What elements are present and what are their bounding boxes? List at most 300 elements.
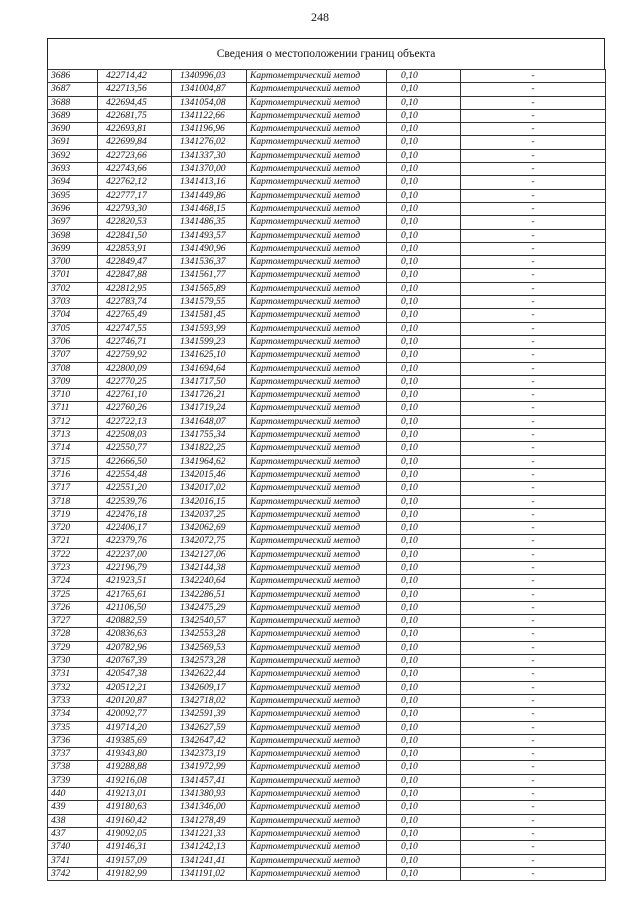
- cell-precision: 0,10: [387, 522, 461, 535]
- cell-description: -: [461, 123, 606, 136]
- cell-precision: 0,10: [387, 83, 461, 96]
- cell-point-number: 3711: [48, 402, 98, 415]
- cell-point-number: 3731: [48, 668, 98, 681]
- cell-method: Картометрический метод: [247, 761, 387, 774]
- cell-point-number: 3712: [48, 415, 98, 428]
- cell-precision: 0,10: [387, 867, 461, 880]
- cell-description: -: [461, 482, 606, 495]
- cell-precision: 0,10: [387, 548, 461, 561]
- cell-precision: 0,10: [387, 96, 461, 109]
- table-row: [48, 841, 606, 854]
- cell-y-coordinate: 1341346,00: [172, 801, 247, 814]
- table-row: [48, 615, 606, 628]
- cell-method: Картометрический метод: [247, 189, 387, 202]
- cell-method: Картометрический метод: [247, 83, 387, 96]
- cell-x-coordinate: 420092,77: [98, 708, 172, 721]
- cell-y-coordinate: 1342591,39: [172, 708, 247, 721]
- cell-point-number: 3716: [48, 468, 98, 481]
- cell-description: -: [461, 163, 606, 176]
- cell-precision: 0,10: [387, 615, 461, 628]
- cell-y-coordinate: 1341694,64: [172, 362, 247, 375]
- cell-precision: 0,10: [387, 136, 461, 149]
- cell-description: -: [461, 788, 606, 801]
- cell-x-coordinate: 422747,55: [98, 322, 172, 335]
- cell-x-coordinate: 422820,53: [98, 216, 172, 229]
- cell-precision: 0,10: [387, 216, 461, 229]
- cell-point-number: 3687: [48, 83, 98, 96]
- cell-y-coordinate: 1341457,41: [172, 774, 247, 787]
- cell-x-coordinate: 422770,25: [98, 375, 172, 388]
- cell-y-coordinate: 1341648,07: [172, 415, 247, 428]
- cell-method: Картометрический метод: [247, 202, 387, 215]
- cell-description: -: [461, 256, 606, 269]
- cell-precision: 0,10: [387, 588, 461, 601]
- cell-precision: 0,10: [387, 681, 461, 694]
- cell-description: -: [461, 575, 606, 588]
- table-row: [48, 149, 606, 162]
- cell-precision: 0,10: [387, 109, 461, 122]
- cell-y-coordinate: 1342627,59: [172, 721, 247, 734]
- cell-y-coordinate: 1341221,33: [172, 827, 247, 840]
- cell-description: -: [461, 149, 606, 162]
- table-row: [48, 389, 606, 402]
- cell-method: Картометрический метод: [247, 681, 387, 694]
- cell-y-coordinate: 1341719,24: [172, 402, 247, 415]
- cell-description: -: [461, 296, 606, 309]
- cell-precision: 0,10: [387, 774, 461, 787]
- table-row: [48, 402, 606, 415]
- cell-x-coordinate: 422694,45: [98, 96, 172, 109]
- cell-method: Картометрический метод: [247, 402, 387, 415]
- cell-y-coordinate: 1341054,08: [172, 96, 247, 109]
- cell-description: -: [461, 694, 606, 707]
- cell-y-coordinate: 1342144,38: [172, 561, 247, 574]
- cell-x-coordinate: 422847,88: [98, 269, 172, 282]
- cell-description: -: [461, 774, 606, 787]
- cell-x-coordinate: 422551,20: [98, 482, 172, 495]
- cell-point-number: 3707: [48, 349, 98, 362]
- cell-precision: 0,10: [387, 202, 461, 215]
- cell-y-coordinate: 1341191,02: [172, 867, 247, 880]
- table-row: [48, 668, 606, 681]
- cell-point-number: 3729: [48, 641, 98, 654]
- cell-precision: 0,10: [387, 176, 461, 189]
- table-row: [48, 522, 606, 535]
- table-row: [48, 681, 606, 694]
- table-row: [48, 468, 606, 481]
- table-row: [48, 415, 606, 428]
- cell-point-number: 3721: [48, 535, 98, 548]
- cell-point-number: 438: [48, 814, 98, 827]
- cell-method: Картометрический метод: [247, 282, 387, 295]
- table-row: [48, 96, 606, 109]
- boundary-sheet: [47, 38, 605, 881]
- cell-x-coordinate: 422508,03: [98, 429, 172, 442]
- table-row: [48, 309, 606, 322]
- cell-precision: 0,10: [387, 349, 461, 362]
- cell-precision: 0,10: [387, 801, 461, 814]
- cell-description: -: [461, 176, 606, 189]
- cell-point-number: 3694: [48, 176, 98, 189]
- cell-y-coordinate: 1341196,96: [172, 123, 247, 136]
- table-row: [48, 854, 606, 867]
- cell-method: Картометрический метод: [247, 641, 387, 654]
- cell-precision: 0,10: [387, 163, 461, 176]
- cell-y-coordinate: 1342015,46: [172, 468, 247, 481]
- cell-x-coordinate: 422681,75: [98, 109, 172, 122]
- cell-method: Картометрический метод: [247, 442, 387, 455]
- cell-y-coordinate: 1341337,30: [172, 149, 247, 162]
- cell-x-coordinate: 422800,09: [98, 362, 172, 375]
- cell-description: -: [461, 681, 606, 694]
- cell-method: Картометрический метод: [247, 508, 387, 521]
- cell-y-coordinate: 1341972,99: [172, 761, 247, 774]
- cell-description: -: [461, 561, 606, 574]
- table-row: [48, 70, 606, 83]
- table-row: [48, 801, 606, 814]
- table-row: [48, 442, 606, 455]
- table-row: [48, 109, 606, 122]
- cell-x-coordinate: 419146,31: [98, 841, 172, 854]
- cell-method: Картометрический метод: [247, 296, 387, 309]
- table-row: [48, 641, 606, 654]
- cell-y-coordinate: 1341413,16: [172, 176, 247, 189]
- cell-precision: 0,10: [387, 468, 461, 481]
- cell-description: -: [461, 362, 606, 375]
- cell-y-coordinate: 1341755,34: [172, 429, 247, 442]
- cell-point-number: 3728: [48, 628, 98, 641]
- cell-precision: 0,10: [387, 601, 461, 614]
- cell-point-number: 3692: [48, 149, 98, 162]
- table-row: [48, 242, 606, 255]
- cell-description: -: [461, 668, 606, 681]
- cell-description: -: [461, 841, 606, 854]
- cell-point-number: 3736: [48, 734, 98, 747]
- cell-method: Картометрический метод: [247, 575, 387, 588]
- table-row: [48, 495, 606, 508]
- cell-method: Картометрический метод: [247, 588, 387, 601]
- cell-point-number: 3686: [48, 70, 98, 83]
- cell-description: -: [461, 442, 606, 455]
- cell-point-number: 3734: [48, 708, 98, 721]
- cell-y-coordinate: 1342286,51: [172, 588, 247, 601]
- cell-y-coordinate: 1342718,02: [172, 694, 247, 707]
- cell-x-coordinate: 419180,63: [98, 801, 172, 814]
- cell-method: Картометрический метод: [247, 136, 387, 149]
- cell-description: -: [461, 761, 606, 774]
- cell-description: -: [461, 202, 606, 215]
- cell-description: -: [461, 734, 606, 747]
- cell-precision: 0,10: [387, 256, 461, 269]
- cell-description: -: [461, 615, 606, 628]
- cell-method: Картометрический метод: [247, 748, 387, 761]
- cell-method: Картометрический метод: [247, 176, 387, 189]
- cell-precision: 0,10: [387, 70, 461, 83]
- cell-y-coordinate: 1341599,23: [172, 335, 247, 348]
- cell-point-number: 3725: [48, 588, 98, 601]
- cell-method: Картометрический метод: [247, 827, 387, 840]
- cell-description: -: [461, 375, 606, 388]
- table-row: [48, 136, 606, 149]
- cell-description: -: [461, 136, 606, 149]
- cell-method: Картометрический метод: [247, 149, 387, 162]
- cell-precision: 0,10: [387, 827, 461, 840]
- table-row: [48, 508, 606, 521]
- cell-method: Картометрический метод: [247, 229, 387, 242]
- cell-description: -: [461, 748, 606, 761]
- table-row: [48, 748, 606, 761]
- cell-x-coordinate: 422714,42: [98, 70, 172, 83]
- cell-point-number: 3696: [48, 202, 98, 215]
- cell-method: Картометрический метод: [247, 867, 387, 880]
- table-row: [48, 83, 606, 96]
- cell-x-coordinate: 422812,95: [98, 282, 172, 295]
- cell-y-coordinate: 1342062,69: [172, 522, 247, 535]
- cell-description: -: [461, 535, 606, 548]
- table-row: [48, 375, 606, 388]
- cell-method: Картометрический метод: [247, 601, 387, 614]
- cell-description: -: [461, 708, 606, 721]
- cell-point-number: 3739: [48, 774, 98, 787]
- cell-point-number: 3715: [48, 455, 98, 468]
- cell-x-coordinate: 421106,50: [98, 601, 172, 614]
- table-row: [48, 708, 606, 721]
- table-row: [48, 189, 606, 202]
- cell-x-coordinate: 422723,66: [98, 149, 172, 162]
- cell-method: Картометрический метод: [247, 734, 387, 747]
- cell-description: -: [461, 429, 606, 442]
- cell-point-number: 3730: [48, 655, 98, 668]
- cell-x-coordinate: 422713,56: [98, 83, 172, 96]
- cell-point-number: 3702: [48, 282, 98, 295]
- table-row: [48, 628, 606, 641]
- table-row: [48, 814, 606, 827]
- cell-y-coordinate: 1342037,25: [172, 508, 247, 521]
- cell-point-number: 3727: [48, 615, 98, 628]
- table-row: [48, 335, 606, 348]
- cell-point-number: 3700: [48, 256, 98, 269]
- cell-x-coordinate: 419092,05: [98, 827, 172, 840]
- cell-precision: 0,10: [387, 575, 461, 588]
- table-row: [48, 774, 606, 787]
- cell-description: -: [461, 468, 606, 481]
- cell-precision: 0,10: [387, 189, 461, 202]
- cell-method: Картометрический метод: [247, 708, 387, 721]
- table-row: [48, 163, 606, 176]
- cell-x-coordinate: 422760,26: [98, 402, 172, 415]
- cell-x-coordinate: 422722,13: [98, 415, 172, 428]
- cell-point-number: 437: [48, 827, 98, 840]
- cell-y-coordinate: 1341561,77: [172, 269, 247, 282]
- cell-method: Картометрический метод: [247, 788, 387, 801]
- cell-precision: 0,10: [387, 123, 461, 136]
- cell-point-number: 3705: [48, 322, 98, 335]
- cell-y-coordinate: 1340996,03: [172, 70, 247, 83]
- cell-x-coordinate: 422699,84: [98, 136, 172, 149]
- table-row: [48, 601, 606, 614]
- cell-point-number: 3714: [48, 442, 98, 455]
- cell-y-coordinate: 1342240,64: [172, 575, 247, 588]
- cell-method: Картометрический метод: [247, 415, 387, 428]
- cell-method: Картометрический метод: [247, 269, 387, 282]
- cell-precision: 0,10: [387, 495, 461, 508]
- table-title: Сведения о местоположении границ объекта: [47, 38, 605, 70]
- cell-point-number: 3691: [48, 136, 98, 149]
- cell-description: -: [461, 96, 606, 109]
- cell-x-coordinate: 420547,38: [98, 668, 172, 681]
- cell-precision: 0,10: [387, 734, 461, 747]
- table-row: [48, 655, 606, 668]
- cell-y-coordinate: 1342622,44: [172, 668, 247, 681]
- cell-x-coordinate: 422765,49: [98, 309, 172, 322]
- cell-method: Картометрический метод: [247, 655, 387, 668]
- cell-x-coordinate: 419288,88: [98, 761, 172, 774]
- cell-point-number: 3741: [48, 854, 98, 867]
- cell-method: Картометрический метод: [247, 216, 387, 229]
- cell-x-coordinate: 422476,18: [98, 508, 172, 521]
- cell-point-number: 3719: [48, 508, 98, 521]
- table-row: [48, 296, 606, 309]
- cell-x-coordinate: 422783,74: [98, 296, 172, 309]
- cell-precision: 0,10: [387, 535, 461, 548]
- cell-point-number: 3718: [48, 495, 98, 508]
- cell-x-coordinate: 422841,50: [98, 229, 172, 242]
- cell-method: Картометрический метод: [247, 814, 387, 827]
- cell-point-number: 3697: [48, 216, 98, 229]
- cell-description: -: [461, 70, 606, 83]
- cell-point-number: 439: [48, 801, 98, 814]
- cell-x-coordinate: 419160,42: [98, 814, 172, 827]
- cell-y-coordinate: 1342016,15: [172, 495, 247, 508]
- cell-x-coordinate: 421923,51: [98, 575, 172, 588]
- cell-x-coordinate: 420836,63: [98, 628, 172, 641]
- cell-precision: 0,10: [387, 482, 461, 495]
- cell-description: -: [461, 827, 606, 840]
- cell-y-coordinate: 1341276,02: [172, 136, 247, 149]
- cell-x-coordinate: 422777,17: [98, 189, 172, 202]
- cell-point-number: 3698: [48, 229, 98, 242]
- cell-point-number: 3693: [48, 163, 98, 176]
- cell-x-coordinate: 419216,08: [98, 774, 172, 787]
- cell-x-coordinate: 422793,30: [98, 202, 172, 215]
- cell-precision: 0,10: [387, 229, 461, 242]
- cell-precision: 0,10: [387, 841, 461, 854]
- cell-point-number: 3738: [48, 761, 98, 774]
- cell-precision: 0,10: [387, 429, 461, 442]
- cell-description: -: [461, 109, 606, 122]
- cell-y-coordinate: 1342017,02: [172, 482, 247, 495]
- cell-description: -: [461, 655, 606, 668]
- cell-precision: 0,10: [387, 269, 461, 282]
- cell-description: -: [461, 455, 606, 468]
- cell-description: -: [461, 814, 606, 827]
- cell-x-coordinate: 419213,01: [98, 788, 172, 801]
- table-row: [48, 721, 606, 734]
- table-row: [48, 761, 606, 774]
- cell-description: -: [461, 83, 606, 96]
- cell-y-coordinate: 1341490,96: [172, 242, 247, 255]
- table-row: [48, 867, 606, 880]
- cell-y-coordinate: 1341449,86: [172, 189, 247, 202]
- table-row: [48, 788, 606, 801]
- cell-method: Картометрический метод: [247, 349, 387, 362]
- cell-x-coordinate: 422539,76: [98, 495, 172, 508]
- cell-y-coordinate: 1341122,66: [172, 109, 247, 122]
- cell-point-number: 440: [48, 788, 98, 801]
- table-row: [48, 282, 606, 295]
- cell-point-number: 3723: [48, 561, 98, 574]
- cell-y-coordinate: 1341242,13: [172, 841, 247, 854]
- table-row: [48, 176, 606, 189]
- cell-y-coordinate: 1342072,75: [172, 535, 247, 548]
- cell-precision: 0,10: [387, 389, 461, 402]
- table-row: [48, 123, 606, 136]
- cell-precision: 0,10: [387, 694, 461, 707]
- cell-method: Картометрический метод: [247, 468, 387, 481]
- cell-precision: 0,10: [387, 788, 461, 801]
- cell-y-coordinate: 1341717,50: [172, 375, 247, 388]
- cell-method: Картометрический метод: [247, 495, 387, 508]
- cell-method: Картометрический метод: [247, 482, 387, 495]
- cell-x-coordinate: 421765,61: [98, 588, 172, 601]
- cell-precision: 0,10: [387, 854, 461, 867]
- cell-description: -: [461, 335, 606, 348]
- cell-point-number: 3724: [48, 575, 98, 588]
- cell-x-coordinate: 422196,79: [98, 561, 172, 574]
- cell-method: Картометрический метод: [247, 854, 387, 867]
- cell-method: Картометрический метод: [247, 694, 387, 707]
- cell-y-coordinate: 1342609,17: [172, 681, 247, 694]
- cell-point-number: 3733: [48, 694, 98, 707]
- cell-description: -: [461, 415, 606, 428]
- cell-point-number: 3740: [48, 841, 98, 854]
- cell-precision: 0,10: [387, 761, 461, 774]
- cell-precision: 0,10: [387, 296, 461, 309]
- cell-precision: 0,10: [387, 668, 461, 681]
- cell-y-coordinate: 1342569,53: [172, 641, 247, 654]
- cell-precision: 0,10: [387, 508, 461, 521]
- cell-y-coordinate: 1342573,28: [172, 655, 247, 668]
- cell-method: Картометрический метод: [247, 522, 387, 535]
- cell-description: -: [461, 601, 606, 614]
- cell-description: -: [461, 322, 606, 335]
- cell-precision: 0,10: [387, 362, 461, 375]
- cell-point-number: 3701: [48, 269, 98, 282]
- cell-precision: 0,10: [387, 561, 461, 574]
- table-row: [48, 548, 606, 561]
- cell-precision: 0,10: [387, 335, 461, 348]
- cell-x-coordinate: 419385,69: [98, 734, 172, 747]
- table-row: [48, 561, 606, 574]
- cell-method: Картометрический метод: [247, 242, 387, 255]
- cell-y-coordinate: 1341822,25: [172, 442, 247, 455]
- table-row: [48, 229, 606, 242]
- cell-y-coordinate: 1341486,35: [172, 216, 247, 229]
- cell-precision: 0,10: [387, 282, 461, 295]
- cell-y-coordinate: 1341581,45: [172, 309, 247, 322]
- cell-x-coordinate: 422406,17: [98, 522, 172, 535]
- cell-description: -: [461, 854, 606, 867]
- cell-method: Картометрический метод: [247, 389, 387, 402]
- table-row: [48, 575, 606, 588]
- cell-method: Картометрический метод: [247, 429, 387, 442]
- cell-point-number: 3688: [48, 96, 98, 109]
- cell-x-coordinate: 419343,80: [98, 748, 172, 761]
- cell-method: Картометрический метод: [247, 561, 387, 574]
- table-row: [48, 694, 606, 707]
- cell-x-coordinate: 422666,50: [98, 455, 172, 468]
- cell-x-coordinate: 422237,00: [98, 548, 172, 561]
